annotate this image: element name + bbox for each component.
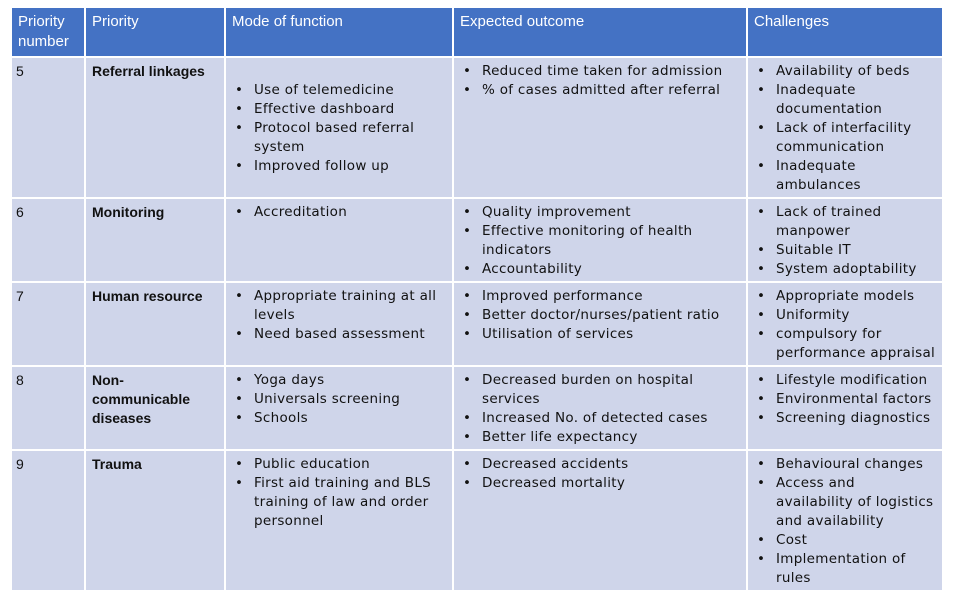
list-item: • Lifestyle modification [754,371,936,390]
mode-list [232,203,446,222]
mode-list [232,371,446,428]
list-item: • Use of telemedicine [232,81,446,100]
table-row [11,450,943,591]
list-item: • Environmental factors [754,390,936,409]
priority-cell: Referral linkages [85,57,225,198]
mode-list [232,287,446,344]
list-item: • First aid training and BLS training of law and order personnel [232,474,446,531]
outcome-cell [453,198,747,282]
list-item: • Schools [232,409,446,428]
list-item: • Universals screening [232,390,446,409]
list-item: • Screening diagnostics [754,409,936,428]
priority-cell: Non-communicable diseases [85,366,225,450]
mode-cell [225,57,453,198]
mode-list [232,81,446,176]
list-item: • Utilisation of services [460,325,740,344]
list-item: • System adoptability [754,260,936,279]
list-item: • Better doctor/nurses/patient ratio [460,306,740,325]
list-item: • Protocol based referral system [232,119,446,157]
list-item: • Effective dashboard [232,100,446,119]
outcome-list [460,455,740,493]
list-item: • Improved follow up [232,157,446,176]
list-item: • compulsory for performance appraisal [754,325,936,363]
priority-number-cell: 6 [11,198,85,282]
list-item: • Lack of trained manpower [754,203,936,241]
list-item: • Improved performance [460,287,740,306]
list-item: • Increased No. of detected cases [460,409,740,428]
priority-cell: Monitoring [85,198,225,282]
table-row [11,57,943,198]
mode-cell [225,366,453,450]
challenges-cell [747,450,943,591]
header-expected-outcome: Expected outcome [453,7,747,57]
list-item: • Implementation of rules [754,550,936,588]
mode-cell [225,282,453,366]
list-item: • Availability of beds [754,62,936,81]
mode-list [232,455,446,531]
list-item: • Appropriate training at all levels [232,287,446,325]
outcome-cell [453,57,747,198]
list-item: • Appropriate models [754,287,936,306]
outcome-cell [453,366,747,450]
challenges-cell [747,57,943,198]
list-item: • Decreased mortality [460,474,740,493]
list-item: • Accreditation [232,203,446,222]
list-item: • Reduced time taken for admission [460,62,740,81]
header-priority-number: Priority number [11,7,85,57]
header-priority: Priority [85,7,225,57]
priority-cell: Human resource [85,282,225,366]
list-item: • % of cases admitted after referral [460,81,740,100]
priority-number-cell: 7 [11,282,85,366]
table-body [11,57,943,591]
table-row [11,282,943,366]
list-item: • Public education [232,455,446,474]
priority-number-cell: 8 [11,366,85,450]
challenges-list [754,455,936,588]
outcome-cell [453,450,747,591]
list-item: • Accountability [460,260,740,279]
mode-cell [225,198,453,282]
mode-cell [225,450,453,591]
list-item: • Suitable IT [754,241,936,260]
challenges-list [754,62,936,195]
list-item: • Decreased burden on hospital services [460,371,740,409]
list-item: • Better life expectancy [460,428,740,447]
list-item: • Access and availability of logistics and availability [754,474,936,531]
outcome-list [460,371,740,447]
list-item: • Need based assessment [232,325,446,344]
header-mode-of-function: Mode of function [225,7,453,57]
list-item: • Decreased accidents [460,455,740,474]
header-row [11,7,943,57]
list-item: • Inadequate documentation [754,81,936,119]
list-item: • Quality improvement [460,203,740,222]
outcome-list [460,287,740,344]
list-item: • Yoga days [232,371,446,390]
table-row [11,198,943,282]
list-item: • Inadequate ambulances [754,157,936,195]
outcome-list [460,62,740,100]
priority-cell: Trauma [85,450,225,591]
priority-number-cell: 9 [11,450,85,591]
header-challenges: Challenges [747,7,943,57]
priority-table [10,6,944,592]
list-item: • Uniformity [754,306,936,325]
challenges-list [754,287,936,363]
challenges-cell [747,282,943,366]
priority-number-cell: 5 [11,57,85,198]
challenges-cell [747,198,943,282]
challenges-cell [747,366,943,450]
outcome-list [460,203,740,279]
list-item: • Effective monitoring of health indicators [460,222,740,260]
outcome-cell [453,282,747,366]
list-item: • Cost [754,531,936,550]
challenges-list [754,371,936,428]
challenges-list [754,203,936,279]
table-row [11,366,943,450]
list-item: • Behavioural changes [754,455,936,474]
list-item: • Lack of interfacility communication [754,119,936,157]
